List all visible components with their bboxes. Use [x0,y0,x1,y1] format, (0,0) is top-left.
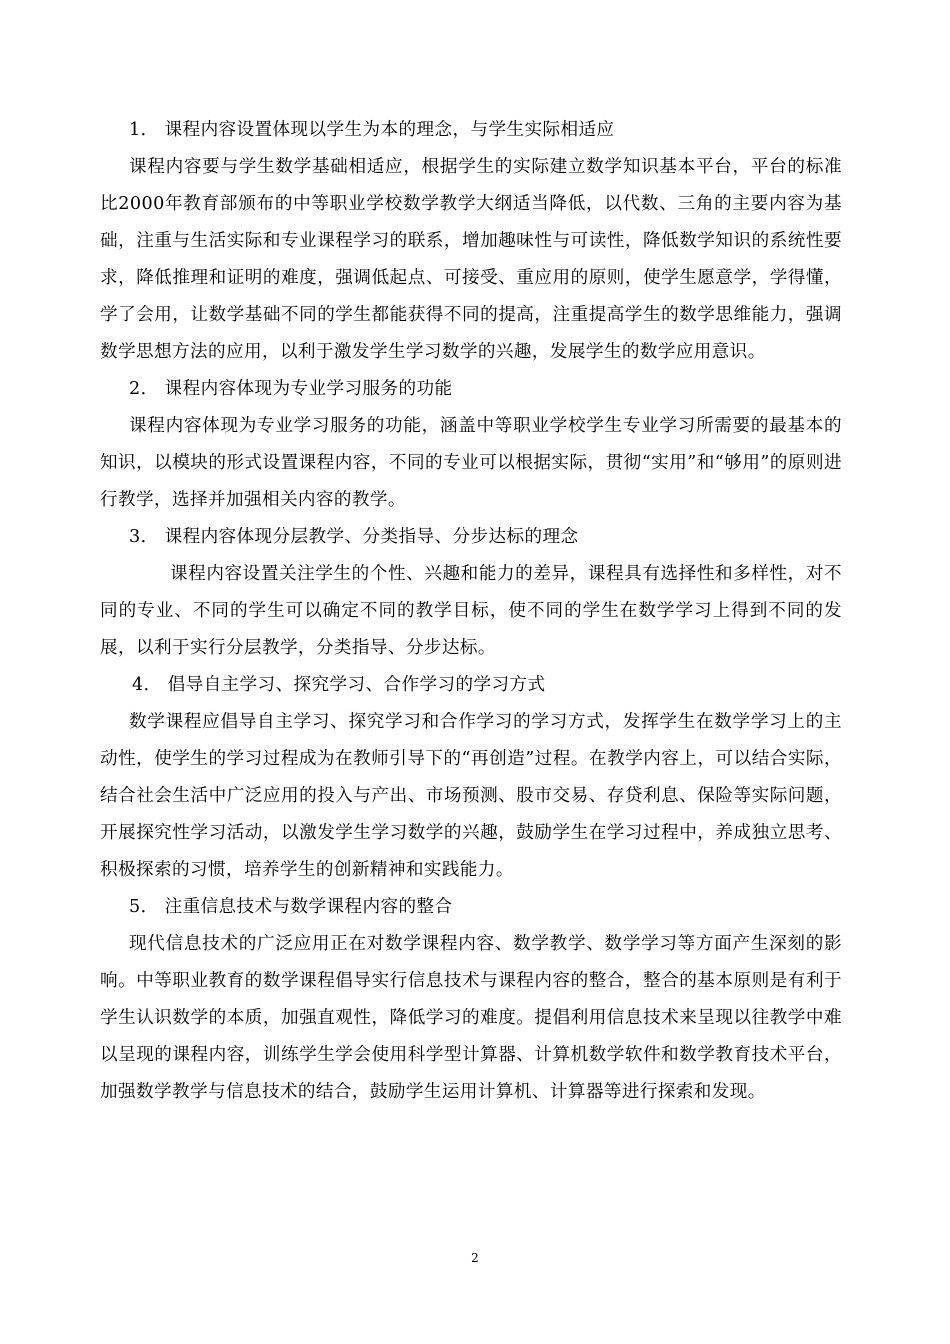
document-body [100,112,842,1111]
page-number: 2 [471,1251,479,1265]
section-4-paragraph: 数学课程应倡导自主学习、探究学习和合作学习的学习方式，发挥学生在数学学习上的主动性，使学生的学习过程成为在教师引导下的“再创造”过程。在教学内容上，可以结合实际，结合社会生活中广泛应用的投入与产出、市场预测、股市交易、存贷利息、保险等实际问题，开展探究性学习活动，以激发学生学习数学的兴趣，鼓励学生在学习过程中，养成独立思考、积极探索的习惯，培养学生的创新精神和实践能力。 [100,712,842,880]
section-5-heading: 5． 注重信息技术与数学课程内容的整合 [129,897,453,917]
section-3-paragraph: 课程内容设置关注学生的个性、兴趣和能力的差异，课程具有选择性和多样性，对不同的专业、不同的学生可以确定不同的教学目标，使不同的学生在数学学习上得到不同的发展，以利于实行分层教学，分类指导、分步达标。 [100,564,842,658]
section-2-paragraph: 课程内容体现为专业学习服务的功能，涵盖中等职业学校学生专业学习所需要的最基本的知识，以模块的形式设置课程内容，不同的专业可以根据实际，贯彻“实用”和“够用”的原则进行教学，选择并加强相关内容的教学。 [100,416,842,510]
section-5-paragraph: 现代信息技术的广泛应用正在对数学课程内容、数学教学、数学学习等方面产生深刻的影响。中等职业教育的数学课程倡导实行信息技术与课程内容的整合，整合的基本原则是有利于学生认识数学的本质，加强直观性，降低学习的难度。提倡利用信息技术来呈现以往教学中难以呈现的课程内容，训练学生学会使用科学型计算器、计算机数学软件和数学教育技术平台，加强数学教学与信息技术的结合，鼓励学生运用计算机、计算器等进行探索和发现。 [100,934,842,1102]
section-1-heading: 1． 课程内容设置体现以学生为本的理念，与学生实际相适应 [129,120,615,140]
section-4-heading: 4． 倡导自主学习、探究学习、合作学习的学习方式 [132,675,546,695]
section-1-paragraph: 课程内容要与学生数学基础相适应，根据学生的实际建立数学知识基本平台，平台的标准比2000年教育部颁布的中等职业学校数学教学大纲适当降低，以代数、三角的主要内容为基础，注重与生活实际和专业课程学习的联系，增加趣味性与可读性，降低数学知识的系统性要求，降低推理和证明的难度，强调低起点、可接受、重应用的原则，使学生愿意学，学得懂，学了会用，让数学基础不同的学生都能获得不同的提高，注重提高学生的数学思维能力，强调数学思想方法的应用，以利于激发学生学习数学的兴趣，发展学生的数学应用意识。 [100,157,842,362]
section-3-heading: 3． 课程内容体现分层教学、分类指导、分步达标的理念 [129,527,579,547]
section-2-heading: 2． 课程内容体现为专业学习服务的功能 [129,379,453,399]
